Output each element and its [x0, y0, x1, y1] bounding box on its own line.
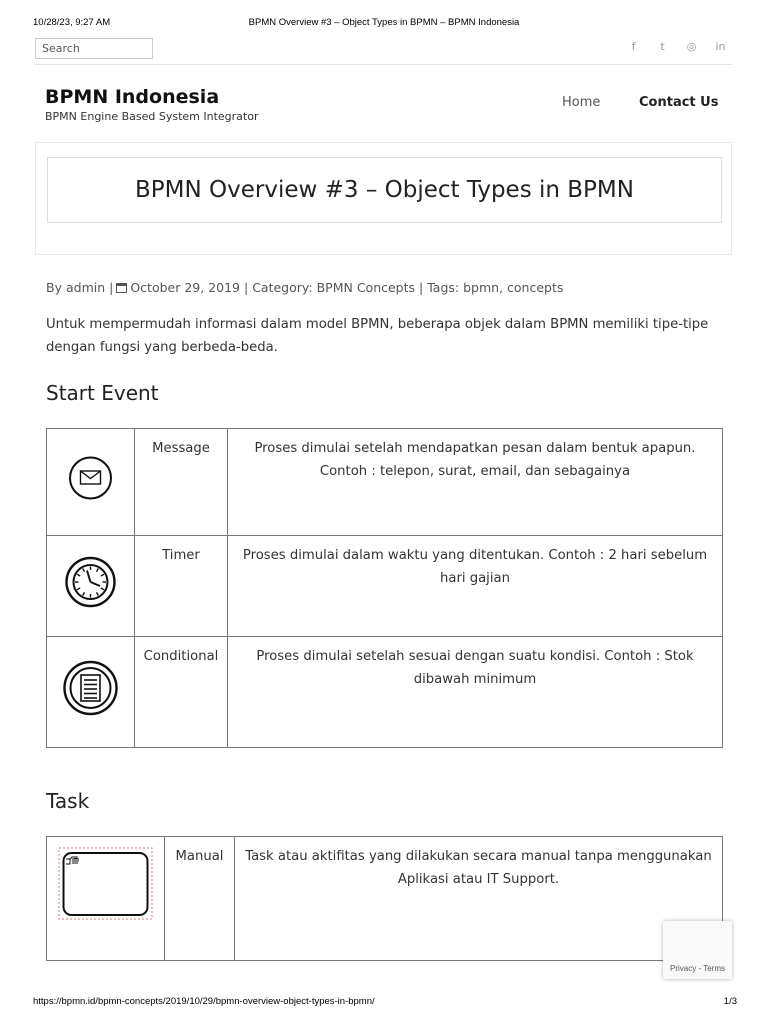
- post-meta: [46, 280, 563, 295]
- task-name: Manual: [165, 837, 235, 961]
- conditional-event-icon: [47, 648, 134, 728]
- intro-paragraph: Untuk mempermudah informasi dalam model BPMN, beberapa objek dalam BPMN memiliki tipe-tipe dengan fungsi yang berbeda-beda.: [46, 317, 709, 355]
- start-event-table: [46, 428, 723, 748]
- site-tagline: BPMN Engine Based System Integrator: [45, 110, 259, 123]
- meta-by: By: [46, 280, 62, 295]
- event-name: Conditional: [135, 637, 228, 748]
- event-description: Proses dimulai dalam waktu yang ditentukan. Contoh : 2 hari sebelum hari gajian: [227, 536, 722, 637]
- recaptcha-links[interactable]: Privacy - Terms: [670, 964, 725, 973]
- page-title: BPMN Overview #3 – Object Types in BPMN: [135, 177, 634, 203]
- meta-separator: |: [109, 280, 114, 295]
- title-box-inner: [47, 157, 722, 223]
- table-row: [47, 536, 723, 637]
- recaptcha-badge[interactable]: [663, 921, 732, 979]
- meta-tags-link[interactable]: bpmn, concepts: [463, 280, 564, 295]
- twitter-icon[interactable]: t: [660, 40, 665, 53]
- meta-separator: |: [419, 280, 424, 295]
- event-name: Timer: [135, 536, 228, 637]
- message-event-icon: [47, 438, 134, 518]
- table-row: [47, 637, 723, 748]
- table-row: [47, 429, 723, 536]
- task-description: Task atau aktifitas yang dilakukan secara manual tanpa menggunakan Aplikasi atau IT Support.: [234, 837, 722, 961]
- event-description: Proses dimulai setelah sesuai dengan suatu kondisi. Contoh : Stok dibawah minimum: [227, 637, 722, 748]
- timer-event-icon: [47, 542, 134, 622]
- print-header: [0, 17, 768, 29]
- top-bar: [35, 38, 732, 65]
- meta-tags-label: Tags:: [427, 280, 460, 295]
- print-footer: [0, 996, 768, 1008]
- site-title[interactable]: BPMN Indonesia: [45, 86, 220, 108]
- table-row: [47, 837, 723, 961]
- facebook-icon[interactable]: f: [631, 40, 636, 53]
- instagram-icon[interactable]: ◎: [686, 40, 697, 53]
- manual-task-cell: [47, 837, 165, 961]
- print-doc-title: BPMN Overview #3 – Object Types in BPMN – BPMN Indonesia: [248, 17, 520, 28]
- event-description: Proses dimulai setelah mendapatkan pesan dalam bentuk apapun. Contoh : telepon, surat, email, dan sebagainya: [227, 429, 722, 536]
- nav-contact-link[interactable]: Contact Us: [639, 95, 719, 110]
- title-box-outer: [35, 142, 732, 255]
- linkedin-icon[interactable]: in: [715, 40, 726, 53]
- timer-event-cell: [47, 536, 135, 637]
- meta-category-link[interactable]: BPMN Concepts: [316, 280, 416, 295]
- message-event-cell: [47, 429, 135, 536]
- manual-task-icon: [47, 837, 164, 927]
- print-datetime: 10/28/23, 9:27 AM: [33, 17, 111, 28]
- event-name: Message: [135, 429, 228, 536]
- print-page-number: 1/3: [723, 996, 737, 1007]
- social-links: [628, 40, 726, 53]
- conditional-event-cell: [47, 637, 135, 748]
- meta-date: October 29, 2019: [130, 280, 241, 295]
- task-table: [46, 836, 723, 961]
- start-event-heading: Start Event: [46, 381, 159, 405]
- search-input[interactable]: [35, 38, 153, 59]
- meta-separator: |: [244, 280, 249, 295]
- nav-home-link[interactable]: Home: [562, 95, 601, 110]
- calendar-icon: [116, 283, 127, 293]
- print-url: https://bpmn.id/bpmn-concepts/2019/10/29/bpmn-overview-object-types-in-bpmn/: [33, 996, 375, 1007]
- task-heading: Task: [46, 789, 90, 813]
- meta-author-link[interactable]: admin: [65, 280, 106, 295]
- meta-category-label: Category:: [252, 280, 313, 295]
